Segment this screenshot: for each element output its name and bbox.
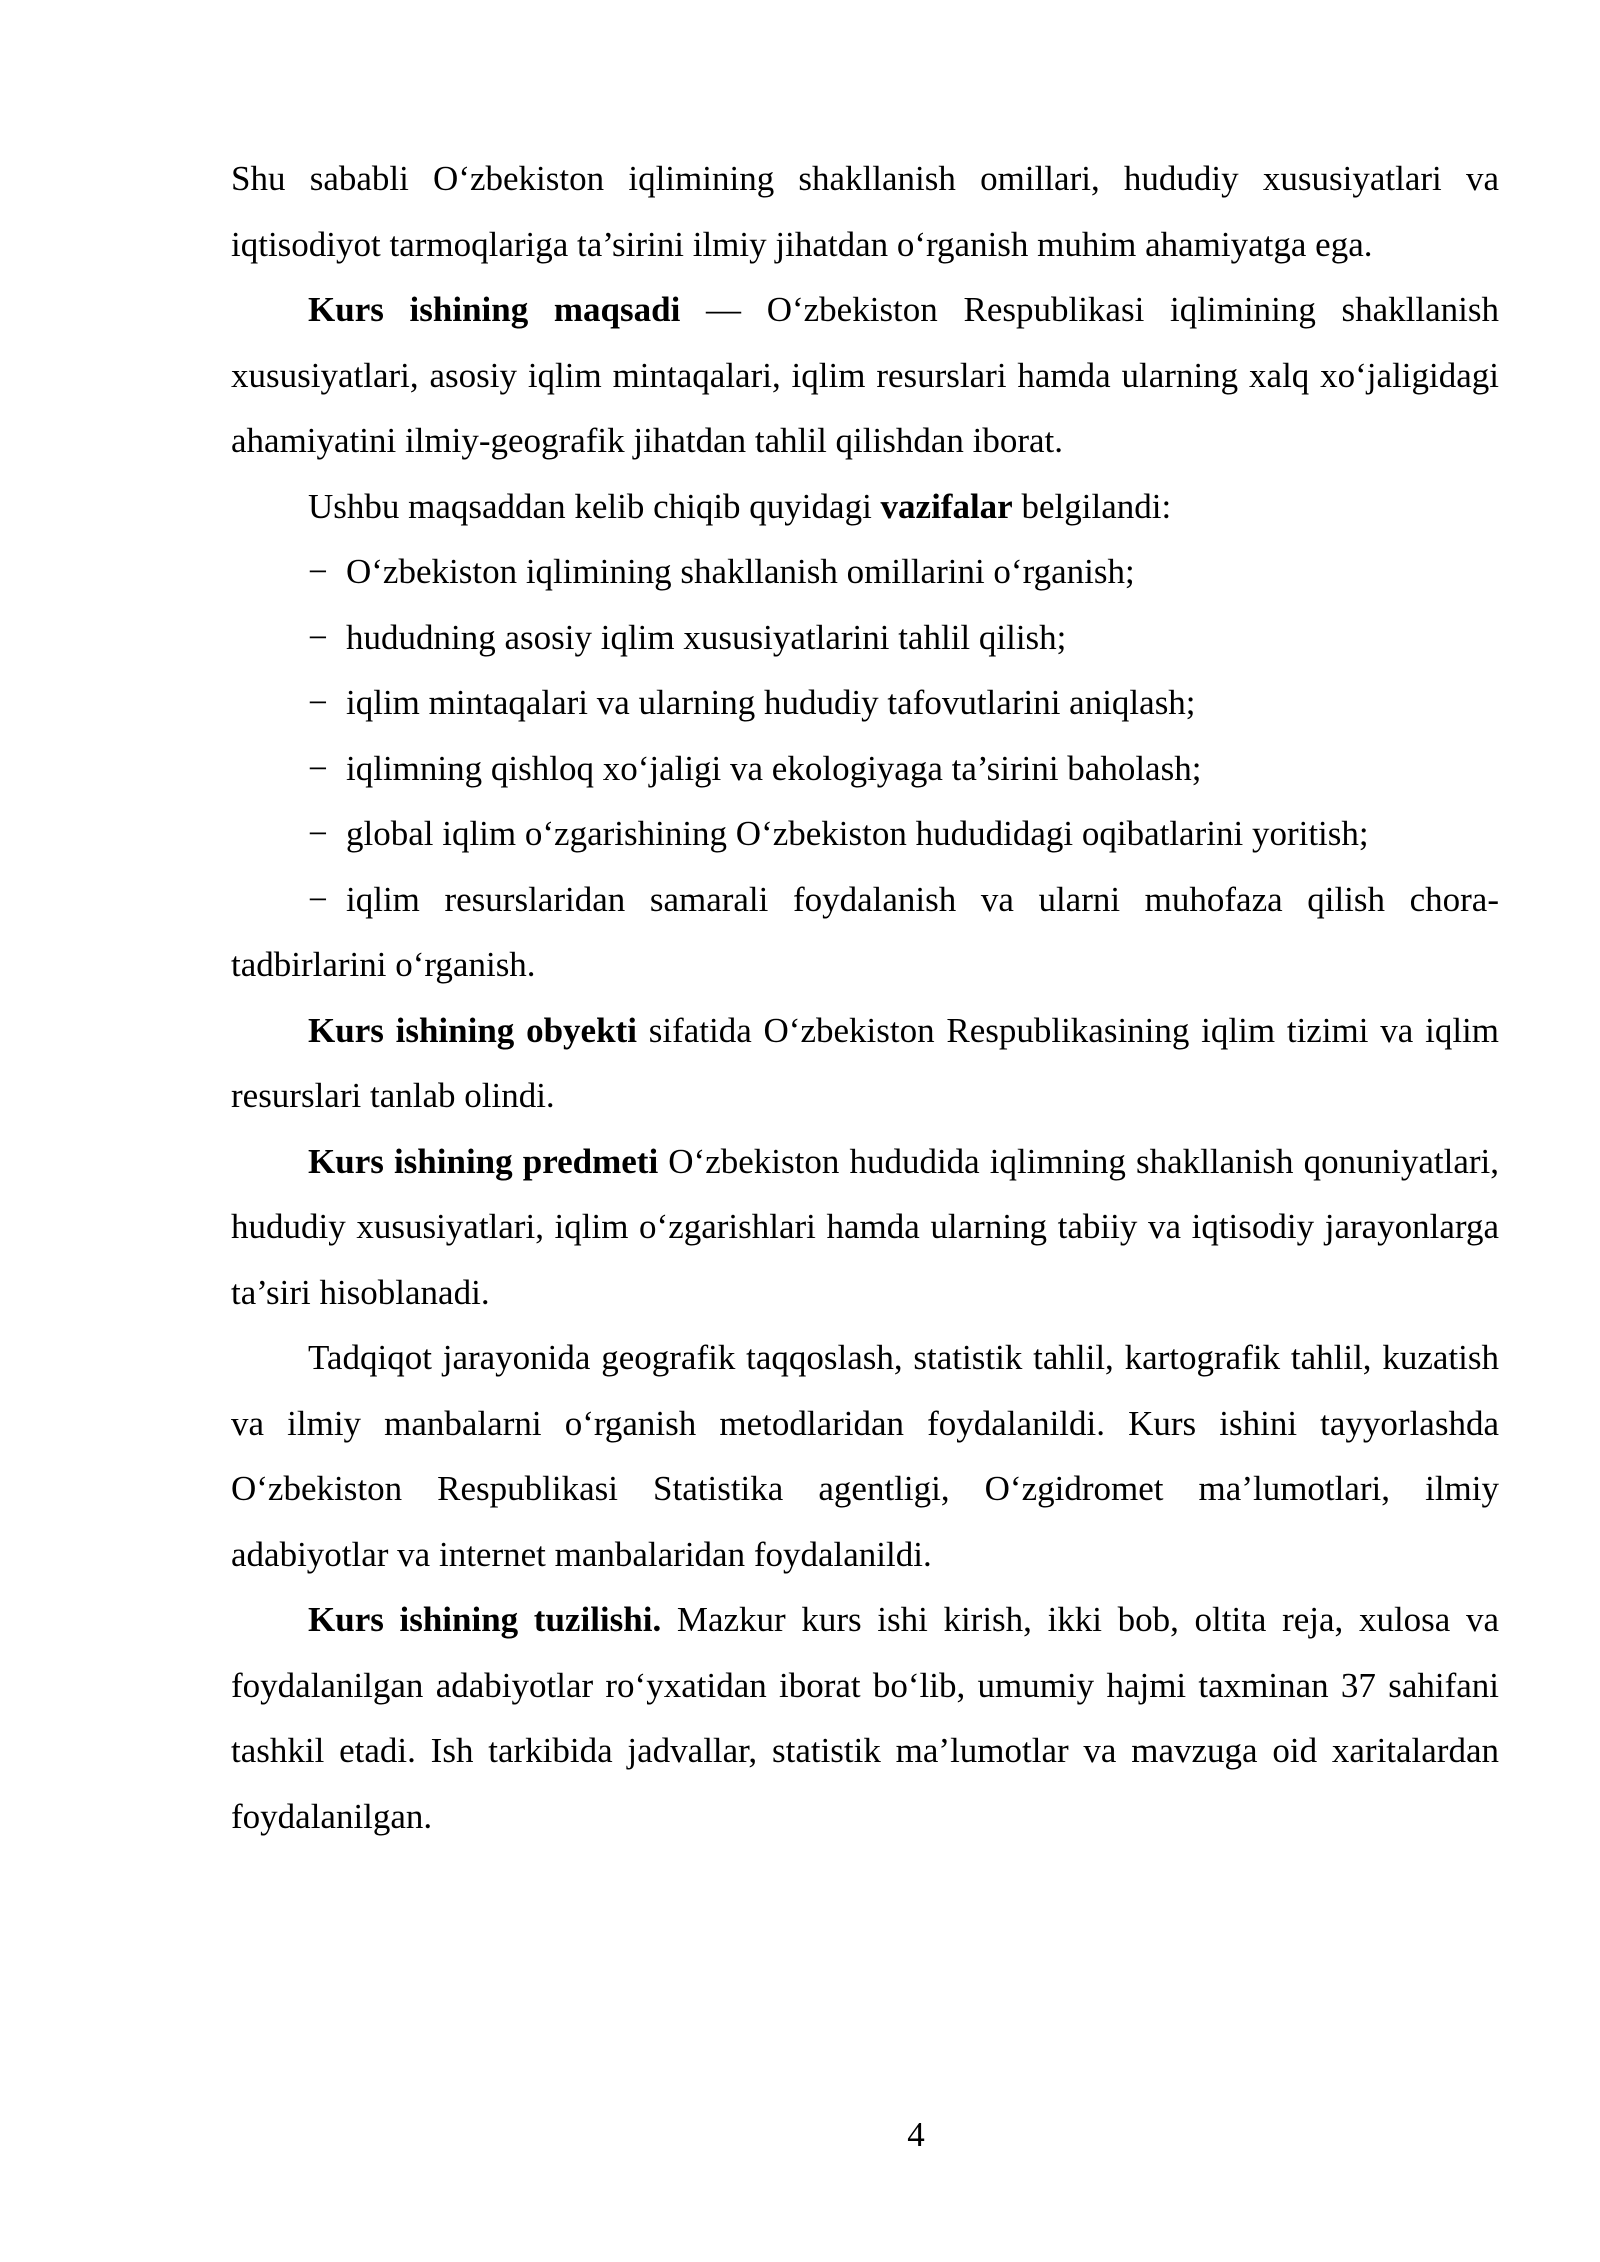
list-item [231,736,1499,802]
tasks-intro-before: Ushbu maqsaddan kelib chiqib quyidagi [308,486,881,526]
paragraph-methods [231,1325,1499,1587]
dash-bullet: − [308,879,328,919]
tasks-intro-after: belgilandi: [1012,486,1172,526]
object-heading: Kurs ishining obyekti [308,1010,637,1050]
structure-text: Mazkur kurs ishi kirish, ikki bob, oltita reja, xulosa va foydalanilgan adabiyotlar ro‘yxatidan iborat bo‘lib, umumiy hajmi taxminan 37 sahifani tashkil etadi. Ish tarkibida jadvallar, statistik ma’lumotlar va mavzuga oid xaritalardan foydalanilgan. [231,1600,1500,1836]
list-item-text: O‘zbekiston iqlimining shakllanish omillarini o‘rganish; [346,552,1135,591]
list-item [231,670,1499,736]
list-item [231,801,1499,867]
paragraph-structure [231,1587,1499,1849]
page-number: 4 [907,2115,925,2154]
list-item-text: iqlim mintaqalari va ularning hududiy tafovutlarini aniqlash; [346,683,1196,722]
subject-text: O‘zbekiston hududida iqlimning shakllanish qonuniyatlari, hududiy xususiyatlari, iqlim o‘zgarishlari hamda ularning tabiiy va iqtisodiy jarayonlarga ta’siri hisoblanadi. [231,1141,1499,1312]
document-body [231,146,1499,1849]
dash-bullet: − [308,814,328,853]
object-text: sifatida O‘zbekiston Respublikasining iqlim tizimi va iqlim resurslari tanlab olindi. [231,1010,1499,1115]
paragraph-intro-continuation [231,146,1499,277]
subject-heading: Kurs ishining predmeti [308,1141,659,1181]
dash-bullet: − [308,748,328,788]
list-item-text: iqlimning qishloq xo‘jaligi va ekologiyaga ta’sirini baholash; [346,748,1202,788]
list-item-text: iqlim resurslaridan samarali foydalanish va ularni muhofaza qilish chora-tadbirlarini o‘rganish. [231,879,1499,984]
tasks-heading: vazifalar [880,486,1013,526]
dash-bullet: − [308,617,328,657]
dash-bullet: − [308,683,328,722]
dash-bullet: − [308,552,328,591]
paragraph-text: Shu sababli O‘zbekiston iqlimining shakllanish omillari, hududiy xususiyatlari va iqtisodiyot tarmoqlariga ta’sirini ilmiy jihatdan o‘rganish muhim ahamiyatga ega. [231,159,1499,264]
paragraph-goal [231,277,1499,474]
paragraph-tasks-intro [231,474,1499,540]
structure-heading: Kurs ishining tuzilishi. [308,1600,662,1639]
goal-heading: Kurs ishining maqsadi [308,290,681,329]
goal-text: — O‘zbekiston Respublikasi iqlimining shakllanish xususiyatlari, asosiy iqlim mintaqalari, iqlim resurslari hamda ularning xalq xo‘jaligidagi ahamiyatini ilmiy-geografik jihatdan tahlil qilishdan iborat. [231,290,1499,460]
list-item [231,867,1499,998]
list-item-text: global iqlim o‘zgarishining O‘zbekiston hududidagi oqibatlarini yoritish; [346,814,1369,853]
list-item [231,539,1499,605]
paragraph-subject [231,1129,1499,1326]
paragraph-object [231,998,1499,1129]
methods-text: Tadqiqot jarayonida geografik taqqoslash, statistik tahlil, kartografik tahlil, kuzatish va ilmiy manbalarni o‘rganish metodlaridan foydalanildi. Kurs ishini tayyorlashda O‘zbekiston Respublikasi Statistika agentligi, O‘zgidromet ma’lumotlari, ilmiy adabiyotlar va internet manbalaridan foydalanildi. [231,1338,1499,1574]
list-item-text: hududning asosiy iqlim xususiyatlarini tahlil qilish; [346,617,1067,657]
list-item [231,605,1499,671]
